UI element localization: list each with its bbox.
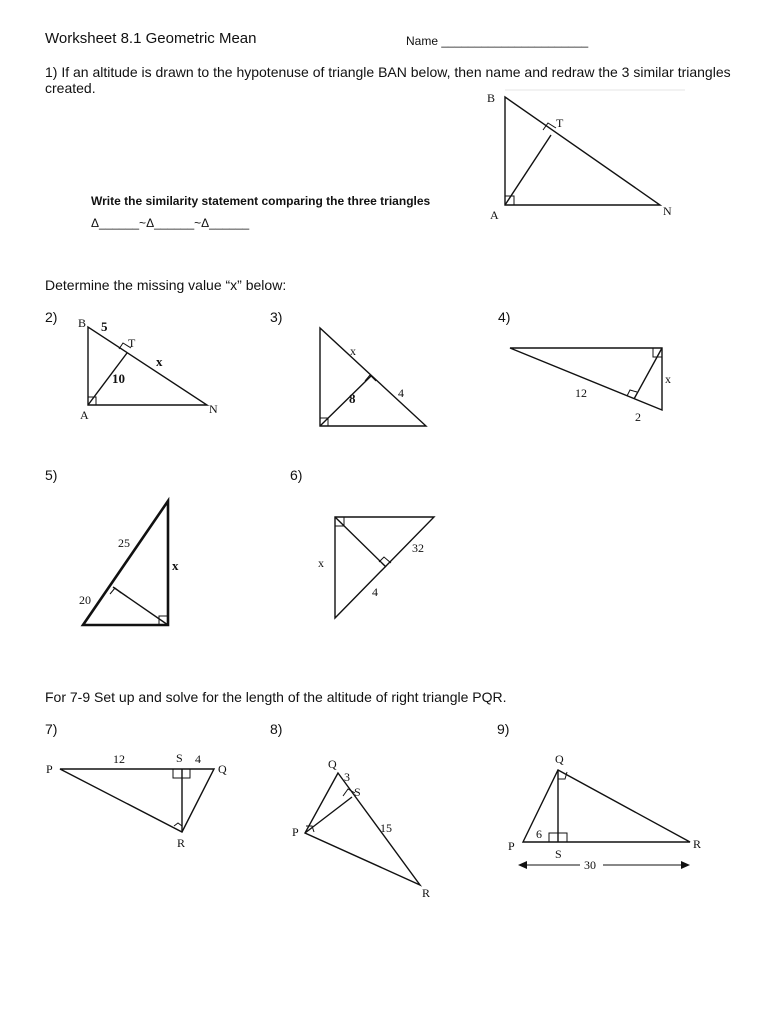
p7-right-angle-s1: [173, 769, 182, 778]
p7-right-angle-s2: [182, 769, 190, 778]
p8-value-3: 3: [344, 770, 350, 784]
p6-altitude: [335, 517, 386, 567]
p2-label-n: N: [209, 402, 218, 416]
similarity-blanks[interactable]: Δ______~Δ______~Δ______: [91, 216, 250, 230]
p5-value-25: 25: [118, 536, 130, 550]
p5-value-20: 20: [79, 593, 91, 607]
problem-5-figure: [79, 501, 179, 625]
p9-right-angle-s2: [558, 833, 567, 842]
q1-label-a: A: [490, 208, 499, 222]
p9-right-angle-s1: [549, 833, 558, 842]
p4-value-2: 2: [635, 410, 641, 424]
p2-triangle-outline: [88, 327, 207, 405]
p9-triangle-outline: [523, 770, 690, 842]
p7-triangle-outline: [60, 769, 214, 832]
q1-altitude: [505, 135, 551, 205]
p2-label-a: A: [80, 408, 89, 422]
section3-instruction: For 7-9 Set up and solve for the length of the altitude of right triangle PQR.: [45, 689, 507, 705]
p3-value-4: 4: [398, 386, 404, 400]
p9-value-6: 6: [536, 827, 542, 841]
p4-value-x: x: [665, 372, 671, 386]
problem-3-number: 3): [270, 309, 283, 325]
q1-triangle-outline: [505, 97, 660, 205]
p7-right-angle-r: [174, 823, 182, 826]
problem-8-figure: [292, 757, 430, 900]
problem-5-number: 5): [45, 467, 58, 483]
p3-value-8: 8: [349, 391, 356, 406]
problem-7-figure: [46, 751, 227, 850]
q1-label-n: N: [663, 204, 672, 218]
problem-7-number: 7): [45, 721, 58, 737]
p7-label-r: R: [177, 836, 186, 850]
p9-label-p: P: [508, 839, 515, 853]
p7-label-s: S: [176, 751, 183, 765]
p2-value-5: 5: [101, 319, 108, 334]
p3-value-x: x: [350, 344, 356, 358]
problem-4-figure: [510, 348, 671, 424]
p9-label-q: Q: [555, 752, 564, 766]
problem-9-number: 9): [497, 721, 510, 737]
q1-label-t: T: [556, 116, 564, 130]
p9-arrow-right-icon: [681, 861, 690, 869]
q1-triangle-ban: [487, 90, 685, 222]
p2-label-b: B: [78, 316, 87, 330]
problem-3-figure: [320, 328, 426, 426]
problem-9-figure: [508, 752, 701, 872]
p9-label-r: R: [693, 837, 702, 851]
name-field[interactable]: Name ______________________: [406, 34, 589, 48]
p9-label-s: S: [555, 847, 562, 861]
p7-label-p: P: [46, 762, 53, 776]
problem-2-figure: [78, 316, 218, 422]
worksheet-title: Worksheet 8.1 Geometric Mean: [45, 30, 257, 47]
p7-value-4: 4: [195, 752, 201, 766]
p7-label-q: Q: [218, 762, 227, 776]
q1-label-b: B: [487, 91, 496, 105]
p8-label-p: P: [292, 825, 299, 839]
p5-right-angle-foot: [110, 588, 121, 594]
problem-4-number: 4): [498, 309, 511, 325]
p8-label-s: S: [354, 785, 361, 799]
p6-value-x: x: [318, 556, 324, 570]
p8-label-q: Q: [328, 757, 337, 771]
p6-value-32: 32: [412, 541, 424, 555]
p5-value-x: x: [172, 558, 179, 573]
p6-value-4: 4: [372, 585, 378, 599]
p5-altitude: [113, 587, 168, 625]
p2-value-x: x: [156, 354, 163, 369]
section2-instruction: Determine the missing value “x” below:: [45, 277, 287, 293]
problem-2-number: 2): [45, 309, 58, 325]
p9-value-30: 30: [584, 858, 596, 872]
q1-prompt-line2: created.: [45, 80, 96, 96]
problem-6-number: 6): [290, 467, 303, 483]
p8-triangle-outline: [305, 773, 420, 885]
p4-value-12: 12: [575, 386, 587, 400]
p8-value-15: 15: [380, 821, 392, 835]
problem-6-figure: [318, 517, 434, 618]
p8-label-r: R: [422, 886, 431, 900]
p4-altitude: [634, 348, 662, 399]
p2-value-10: 10: [112, 371, 125, 386]
problem-8-number: 8): [270, 721, 283, 737]
similarity-heading: Write the similarity statement comparing the three triangles: [91, 194, 431, 208]
q1-prompt-line1: 1) If an altitude is drawn to the hypotenuse of triangle BAN below, then name and redraw the 3 similar triangles: [45, 64, 731, 80]
p7-value-12: 12: [113, 752, 125, 766]
p9-arrow-left-icon: [518, 861, 527, 869]
p5-triangle-outline: [83, 501, 168, 625]
p4-triangle-outline: [510, 348, 662, 410]
p2-label-t: T: [128, 336, 136, 350]
